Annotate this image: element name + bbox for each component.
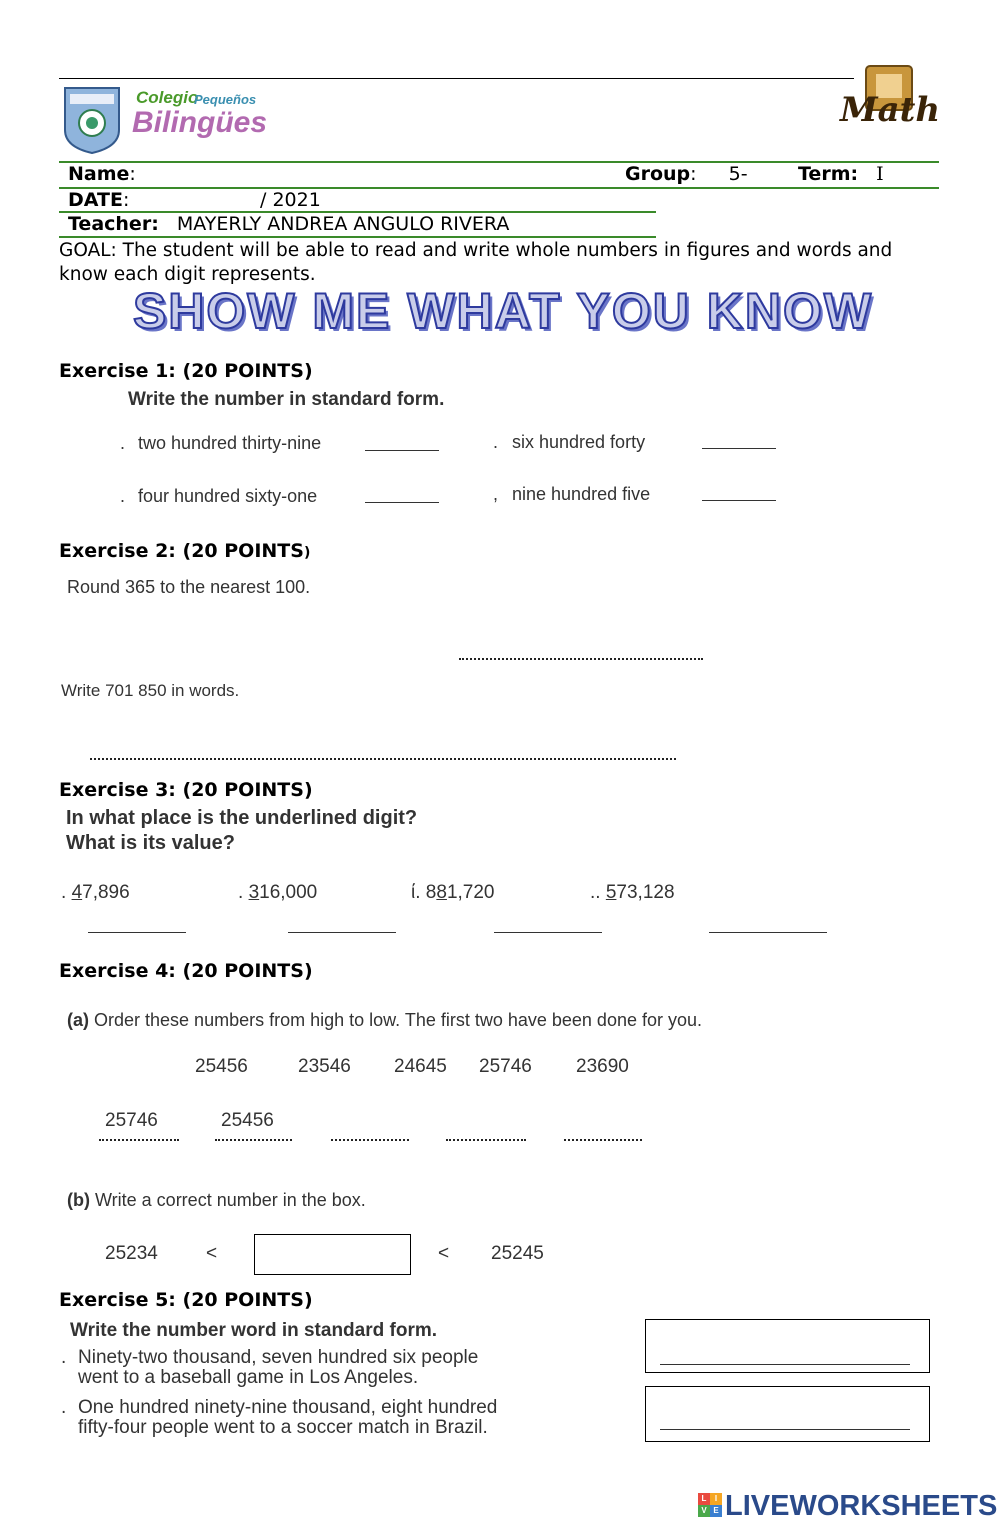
goal-line2: know each digit represents.	[59, 264, 316, 285]
group-row: Group: 5-	[625, 163, 748, 185]
number-4: 25746	[479, 1056, 532, 1077]
teacher-label: Teacher:	[68, 213, 159, 235]
exercise2-title-paren: )	[303, 545, 311, 561]
number-5: 23690	[576, 1056, 629, 1077]
exercise3-answer-1[interactable]	[88, 932, 186, 933]
underlined-digit: 3	[248, 882, 260, 903]
exercise5-q1-line1: Ninety-two thousand, seven hundred six people	[78, 1347, 479, 1368]
teacher-row	[68, 213, 509, 235]
bullet: .	[120, 433, 126, 453]
group-value: 5-	[728, 163, 748, 185]
school-name-logo	[132, 88, 268, 153]
bullet: .	[493, 432, 499, 452]
liveworksheets-logo	[698, 1490, 998, 1522]
name-label: Name	[68, 163, 130, 185]
exercise1-title: Exercise 1: (20 POINTS)	[59, 360, 313, 382]
exercise1-answer-1[interactable]	[365, 450, 439, 451]
less-than-1: <	[206, 1243, 218, 1264]
school-logo-line1: Colegio	[136, 88, 199, 107]
exercise1-answer-3[interactable]	[365, 502, 439, 503]
bullet: .	[61, 1397, 67, 1418]
exercise2-question-2: Write 701 850 in words.	[61, 681, 240, 700]
exercise2-title	[59, 540, 310, 562]
bullet: .	[120, 486, 126, 506]
term-label: Term:	[798, 163, 859, 185]
exercise1-instruction: Write the number in standard form.	[128, 389, 445, 410]
exercise1-answer-4[interactable]	[702, 500, 776, 501]
exercise3-instruction-2: What is its value?	[66, 832, 235, 854]
exercise1-item-3: four hundred sixty-one	[138, 486, 318, 506]
math-logo	[818, 62, 941, 140]
exercise5-answer-box-2[interactable]	[645, 1386, 930, 1442]
left-value: 25234	[105, 1243, 158, 1264]
exercise3-item-2	[238, 882, 317, 904]
exercise1-answer-2[interactable]	[702, 448, 776, 449]
bullet: ,	[493, 484, 499, 504]
exercise3-item-4	[590, 882, 675, 904]
item-before: 8	[425, 882, 437, 903]
term-row	[798, 163, 884, 185]
header-rule-4	[59, 236, 656, 238]
number-1: 25456	[195, 1056, 248, 1077]
answer-given-1: 25746	[105, 1110, 158, 1131]
name-row: Name:	[68, 163, 136, 185]
underlined-digit: 8	[436, 882, 447, 903]
item-after: 16,000	[259, 882, 318, 903]
part-b-text: Write a correct number in the box.	[95, 1190, 366, 1210]
exercise4-title: Exercise 4: (20 POINTS)	[59, 960, 313, 982]
exercise3-instruction-1: In what place is the underlined digit?	[66, 807, 418, 829]
underlined-digit: 5	[605, 882, 617, 903]
answer-given-2: 25456	[221, 1110, 274, 1131]
right-value: 25245	[491, 1243, 544, 1264]
exercise5-q2-line1: One hundred ninety-nine thousand, eight hundred	[78, 1397, 498, 1418]
school-logo-line2: Pequeños	[194, 92, 257, 107]
live-badge: L I V E	[698, 1493, 722, 1517]
part-a-label: (a)	[67, 1010, 89, 1030]
date-value: / 2021	[260, 189, 321, 211]
exercise3-answer-3[interactable]	[494, 932, 602, 933]
item-prefix: ..	[590, 882, 601, 903]
group-label: Group	[625, 163, 691, 185]
item-prefix: .	[61, 882, 67, 903]
exercise2-answer-1[interactable]	[459, 658, 703, 660]
math-logo-text: Math	[840, 90, 941, 130]
term-value: I	[876, 163, 884, 185]
exercise1-item-1: two hundred thirty-nine	[138, 433, 322, 453]
number-3: 24645	[394, 1056, 447, 1077]
underlined-digit: 4	[71, 882, 83, 903]
exercise3-answer-2[interactable]	[288, 932, 396, 933]
brand-text: LIVEWORKSHEETS	[725, 1490, 998, 1522]
item-prefix: .	[238, 882, 244, 903]
item-after: 1,720	[446, 882, 495, 903]
banner-title: SHOW ME WHAT YOU KNOW	[132, 283, 874, 339]
item-after: 73,128	[616, 882, 675, 903]
header-rule-2	[59, 187, 939, 189]
exercise5-answer-box-1[interactable]	[645, 1319, 930, 1373]
less-than-2: <	[438, 1243, 450, 1264]
exercise5-title: Exercise 5: (20 POINTS)	[59, 1289, 313, 1311]
exercise2-title-text: Exercise 2: (20 POINTS	[59, 540, 304, 562]
order-slot-4[interactable]	[446, 1139, 526, 1141]
date-row: DATE:	[68, 189, 130, 211]
school-shield-logo	[62, 85, 122, 155]
teacher-value: MAYERLY ANDREA ANGULO RIVERA	[176, 213, 510, 235]
answer-box[interactable]	[254, 1234, 411, 1275]
item-prefix: ί.	[411, 882, 421, 903]
exercise4-part-a	[67, 1010, 702, 1031]
date-label: DATE	[68, 189, 123, 211]
answer-line	[660, 1429, 910, 1430]
bullet: .	[61, 1347, 67, 1368]
top-rule	[59, 78, 854, 79]
exercise5-q2-line2: fifty-four people went to a soccer match in Brazil.	[78, 1417, 488, 1438]
exercise5-instruction: Write the number word in standard form.	[70, 1320, 438, 1341]
exercise3-item-1	[61, 882, 130, 904]
exercise3-title: Exercise 3: (20 POINTS)	[59, 779, 313, 801]
answer-line	[660, 1364, 910, 1365]
number-2: 23546	[298, 1056, 351, 1077]
order-slot-2	[215, 1139, 292, 1141]
order-slot-3[interactable]	[331, 1139, 409, 1141]
exercise2-answer-2[interactable]	[90, 758, 676, 760]
exercise4-part-b	[67, 1190, 366, 1211]
exercise5-q1-line2: went to a baseball game in Los Angeles.	[78, 1367, 419, 1388]
part-a-text: Order these numbers from high to low. The first two have been done for you.	[94, 1010, 703, 1030]
exercise3-item-3	[411, 882, 494, 904]
exercise2-question-1: Round 365 to the nearest 100.	[67, 577, 311, 597]
item-after: 7,896	[82, 882, 130, 903]
order-slot-5[interactable]	[564, 1139, 642, 1141]
goal-line1: GOAL: The student will be able to read and write whole numbers in figures and words and	[59, 240, 893, 261]
school-logo-line3: Bilingües	[132, 106, 268, 139]
exercise1-item-2: six hundred forty	[512, 432, 646, 452]
part-b-label: (b)	[67, 1190, 90, 1210]
order-slot-1	[99, 1139, 179, 1141]
exercise1-item-4: nine hundred five	[512, 484, 651, 504]
exercise3-answer-4[interactable]	[709, 932, 827, 933]
